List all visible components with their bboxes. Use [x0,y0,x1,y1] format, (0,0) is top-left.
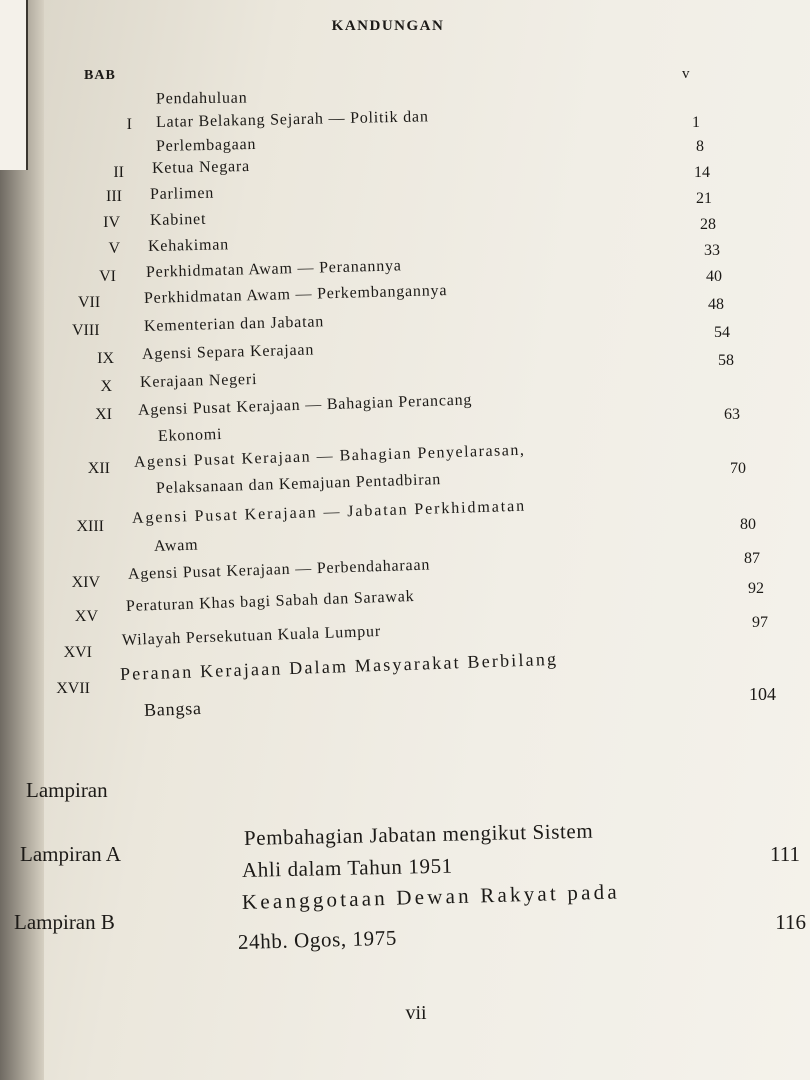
lampiran-text-line2: Ahli dalam Tahun 1951 [241,853,454,882]
chapter-number: II [113,164,124,181]
chapter-title: Kementerian dan Jabatan [143,313,325,335]
chapter-title-line2: Awam [153,536,199,555]
chapter-title: Perkhidmatan Awam — Peranannya [145,257,402,281]
chapter-number: I [126,116,132,133]
chapter-title: Agensi Separa Kerajaan [141,341,315,363]
chapter-number: VIII [72,322,100,339]
chapter-title-line2: Bangsa [143,697,203,720]
intro-title: Pendahuluan [155,89,248,108]
chapter-title: Agensi Pusat Kerajaan — Bahagian Perancang [137,391,473,419]
page-number: 1 [692,114,700,131]
page-number-2: 8 [696,138,704,155]
chapter-number: VI [99,268,116,285]
page-number: 116 [775,910,806,934]
chapter-title: Kabinet [149,210,207,229]
page-number: 70 [730,460,746,477]
chapter-number: XVI [63,644,92,661]
chapter-number: XIV [71,574,100,591]
chapter-title-line2: Perlembagaan [155,135,257,155]
chapter-title: Agensi Pusat Kerajaan — Bahagian Penyelarasan, [133,441,526,471]
chapter-number: X [100,378,112,395]
page-number: 48 [708,296,724,313]
chapter-number: XI [95,406,112,423]
lampiran-text: Keanggotaan Dewan Rakyat pada [241,879,621,914]
chapter-number: IV [103,214,120,231]
page-number: 40 [706,268,722,285]
chapter-number: XIII [76,518,104,535]
page-number: 58 [718,352,734,369]
page-number: 21 [696,190,712,207]
lampiran-label: Lampiran B [14,910,115,934]
page-number: 80 [740,516,756,533]
lampiran-text: Pembahagian Jabatan mengikut Sistem [243,818,594,850]
page-number: 92 [748,580,764,597]
preface-page-number: v [682,66,690,82]
chapter-number: VII [78,294,101,311]
lampiran-text-line2: 24hb. Ogos, 1975 [237,925,398,954]
chapter-title: Parlimen [149,184,215,203]
chapter-title: Peraturan Khas bagi Sabah dan Sarawak [125,587,415,615]
chapter-number: XII [87,460,110,477]
page-number: 111 [770,842,800,866]
chapter-title: Kehakiman [147,236,230,255]
facing-page-edge [0,0,28,170]
page-number-2: 87 [744,550,760,567]
chapter-number: III [106,188,122,205]
chapter-title: Agensi Pusat Kerajaan — Perbendaharaan [127,556,431,583]
page-number: 33 [704,242,720,259]
chapter-title: Agensi Pusat Kerajaan — Jabatan Perkhidmatan [131,497,527,527]
page-number: 97 [752,614,768,631]
chapter-title: Perkhidmatan Awam — Perkembangannya [143,282,448,307]
chapter-number: XV [74,608,98,625]
lampiran-label: Lampiran A [20,842,121,866]
lampiran-heading: Lampiran [26,778,108,802]
chapter-title: Kerajaan Negeri [139,370,258,391]
chapter-number: IX [97,350,114,367]
folio-page-number: vii [405,1002,427,1024]
page-title: KANDUNGAN [331,18,445,34]
chapter-title: Latar Belakang Sejarah — Politik dan [155,108,429,131]
bab-column-label: BAB [84,68,116,83]
chapter-number: V [108,240,120,257]
page-number: 63 [724,406,740,423]
chapter-title: Wilayah Persekutuan Kuala Lumpur [121,622,382,649]
chapter-number: XVII [56,680,90,697]
page-number: 54 [714,324,730,341]
chapter-title: Ketua Negara [151,157,251,177]
page-number: 28 [700,216,716,233]
chapter-title-line2: Ekonomi [157,425,223,445]
chapter-title: Peranan Kerajaan Dalam Masyarakat Berbilang [119,648,559,684]
page-number: 14 [694,164,710,181]
page-number: 104 [749,684,776,704]
chapter-title-line2: Pelaksanaan dan Kemajuan Pentadbiran [155,471,442,497]
